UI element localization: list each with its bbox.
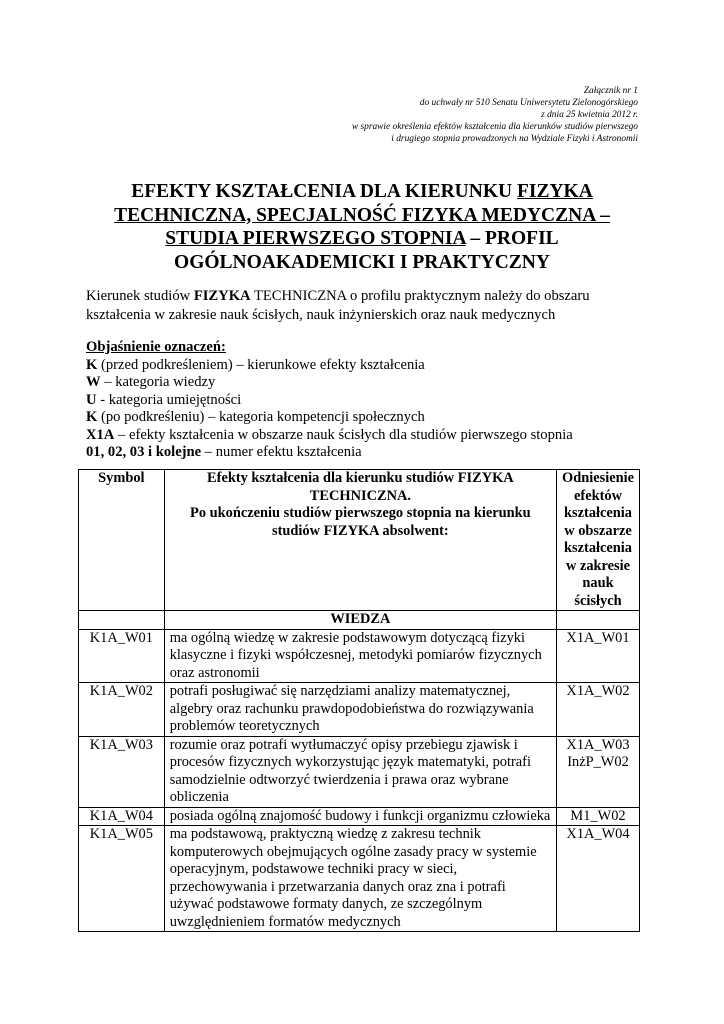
legend-text: – kategoria wiedzy (100, 374, 216, 390)
annex-line: z dnia 25 kwietnia 2012 r. (541, 110, 638, 120)
table-header-row (79, 470, 640, 611)
table-row (79, 629, 640, 683)
legend-key: U (86, 391, 97, 408)
title-part: EFEKTY KSZTAŁCENIA DLA KIERUNKU (131, 181, 517, 202)
row-reference: X1A_W04 (557, 826, 640, 932)
intro-text: Kierunek studiów (86, 288, 194, 304)
row-reference: M1_W02 (557, 807, 640, 826)
annex-note (238, 85, 638, 145)
section-empty-cell (557, 611, 640, 630)
row-symbol: K1A_W03 (79, 736, 165, 807)
legend-text: - kategoria umiejętności (96, 391, 242, 408)
legend-key: W (86, 374, 101, 390)
intro-text: TECHNICZNA o profilu praktycznym należy do obszaru kształcenia w zakresie nauk ścisłych, nauk inżynierskich oraz nauk medycznych (86, 288, 590, 323)
learning-outcomes-table (78, 469, 640, 932)
legend (86, 339, 646, 462)
legend-text: (po podkreśleniu) – kategoria kompetencji społecznych (97, 409, 425, 425)
header-symbol: Symbol (79, 470, 165, 611)
section-empty-cell (79, 611, 165, 630)
annex-line: i drugiego stopnia prowadzonych na Wydziale Fizyki i Astronomii (391, 134, 638, 144)
table-row (79, 736, 640, 807)
legend-item (86, 427, 646, 445)
row-text: potrafi posługiwać się narzędziami analizy matematycznej, algebry oraz rachunku prawdopodobieństwa do rozwiązywania problemów teoretycznych (164, 683, 556, 737)
row-symbol: K1A_W01 (79, 629, 165, 683)
annex-line: w sprawie określenia efektów kształcenia dla kierunków studiów pierwszego (351, 122, 638, 132)
legend-heading: Objaśnienie oznaczeń: (86, 339, 226, 355)
row-reference: X1A_W01 (557, 629, 640, 683)
row-text: rozumie oraz potrafi wytłumaczyć opisy przebiegu zjawisk i procesów fizycznych wykorzystując język matematyki, potrafi samodzielnie odtworzyć twierdzenia i prawa oraz wybrane obliczenia (164, 736, 556, 807)
legend-key: K (86, 356, 98, 373)
legend-item (86, 409, 646, 427)
row-reference: X1A_W03 InżP_W02 (557, 736, 640, 807)
legend-text: – efekty kształcenia w obszarze nauk ścisłych dla studiów pierwszego stopnia (114, 426, 573, 443)
legend-item (86, 374, 646, 392)
legend-item (86, 392, 646, 410)
legend-key: K (86, 409, 98, 425)
header-outcomes-line: Efekty kształcenia dla kierunku studiów FIZYKA TECHNICZNA. (207, 470, 514, 504)
legend-text: – numer efektu kształcenia (201, 444, 362, 460)
header-reference: Odniesienie efektów kształcenia w obszarze kształcenia w zakresie nauk ścisłych (557, 470, 640, 611)
annex-line: Załącznik nr 1 (583, 86, 638, 96)
row-symbol: K1A_W02 (79, 683, 165, 737)
header-outcomes-line: Po ukończeniu studiów pierwszego stopnia na kierunku studiów FIZYKA absolwent: (190, 505, 531, 539)
legend-key: X1A (86, 426, 115, 443)
title-part: – PROFIL OGÓLNOAKADEMICKI I PRAKTYCZNY (174, 228, 559, 273)
legend-item (86, 357, 646, 375)
section-row (79, 611, 640, 630)
intro-paragraph (86, 287, 646, 324)
row-symbol: K1A_W04 (79, 807, 165, 826)
row-text: ma podstawową, praktyczną wiedzę z zakresu technik komputerowych obejmujących ogólne zasady pracy w systemie operacyjnym, podstawowe techniki pracy w sieci, przechowywania i przetwarzania danych oraz zna i potrafi używać podstawowe formaty danych, ze szczególnym uwzględnieniem formatów medycznych (164, 826, 556, 932)
title-underlined-part: FIZYKA TECHNICZNA, SPECJALNOŚĆ FIZYKA MEDYCZNA – STUDIA PIERWSZEGO STOPNIA (114, 181, 610, 249)
legend-item (86, 444, 646, 462)
row-symbol: K1A_W05 (79, 826, 165, 932)
table-row (79, 807, 640, 826)
table-row (79, 683, 640, 737)
annex-line: do uchwały nr 510 Senatu Uniwersytetu Zielonogórskiego (419, 98, 638, 108)
row-text: posiada ogólną znajomość budowy i funkcji organizmu człowieka (164, 807, 556, 826)
document-title (96, 180, 628, 274)
row-reference: X1A_W02 (557, 683, 640, 737)
section-title: WIEDZA (164, 611, 556, 630)
table-row (79, 826, 640, 932)
legend-key: 01, 02, 03 i kolejne (86, 444, 202, 460)
legend-text: (przed podkreśleniem) – kierunkowe efekty kształcenia (97, 356, 425, 373)
row-text: ma ogólną wiedzę w zakresie podstawowym dotyczącą fizyki klasyczne i fizyki współczesnej, metodyki pomiarów fizycznych oraz astronomii (164, 629, 556, 683)
header-outcomes (164, 470, 556, 611)
intro-bold: FIZYKA (193, 288, 251, 304)
